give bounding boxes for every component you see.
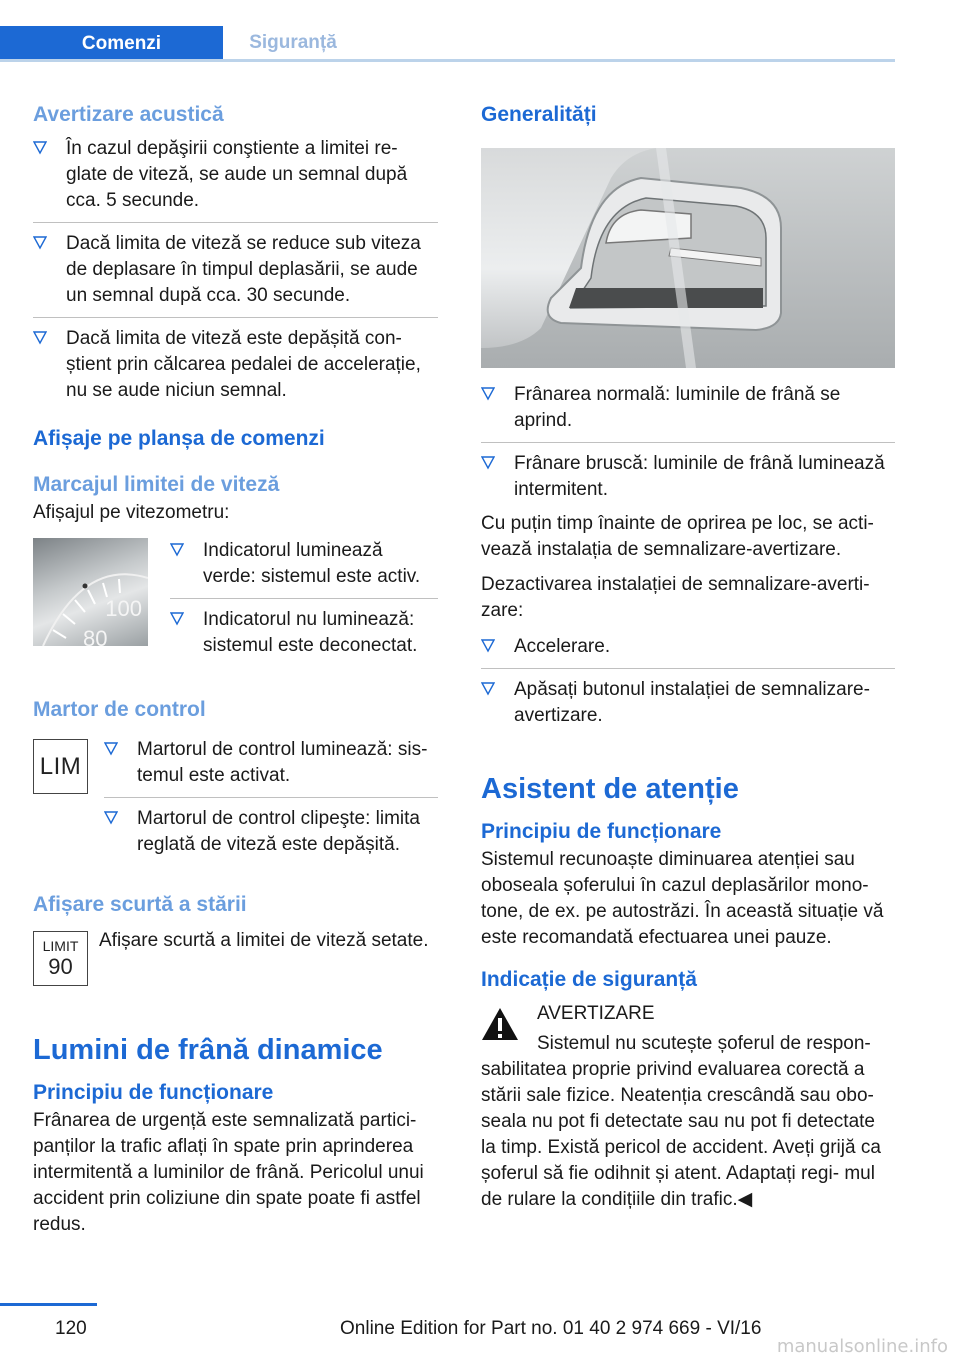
principiu-left-text: Frânarea de urgență este semnalizată partici‐ panților la trafic aflați în spate prin aprinderea intermitentă a luminilor de frână. Pericolul unui accident prin coliziune din spate poate fi astfel redus. [33,1110,424,1235]
triangle-bullet-icon [33,236,47,250]
list-item [170,538,438,590]
triangle-bullet-icon [481,639,495,653]
page-number: 120 [55,1318,87,1339]
triangle-bullet-icon [170,612,184,626]
list-acoustic [33,136,438,404]
list-item-text: Dacă limita de viteză se reduce sub viteza de deplasare în timpul deplasării, se aude un semnal după cca. 30 secunde. [66,233,421,306]
divider [481,442,895,443]
speedo-number-100: 100 [105,596,142,621]
speedo-row [33,538,438,667]
limit-label: LIMIT [42,937,79,954]
divider [170,598,438,599]
list-speedo [170,538,438,667]
tab-comenzi[interactable] [0,26,223,62]
warning-label: AVERTIZARE [537,1003,655,1024]
lim-label: LIM [39,752,82,780]
heading-principiu-left: Principiu de funcționare [33,1081,274,1104]
list-generalitati [481,382,895,503]
heading-afisare-scurta: Afișare scurtă a stării [33,893,247,916]
watermark-text: manualsonline.info [776,1336,948,1357]
triangle-bullet-icon [33,141,47,155]
heading-afisaje: Afișaje pe planșa de comenzi [33,427,325,450]
triangle-bullet-icon [481,682,495,696]
triangle-bullet-icon [104,742,118,756]
list-item [33,231,438,309]
list-item [33,136,438,214]
list-item-text: Dacă limita de viteză este depășită con‐ știent prin călcarea pedalei de accelerație, nu se aude niciun semnal. [66,328,421,401]
warning-block [481,1001,895,1057]
divider [481,668,895,669]
right-column [481,100,895,1213]
triangle-bullet-icon [170,543,184,557]
principiu-right-text: Sistemul recunoaște diminuarea atenției sau oboseala șoferului în cazul deplasărilor mono‐ tone, de ex. pe autostrăzi. În această situație vă este recomandată efectuarea unei pauze. [481,849,884,948]
list-item-text: Apăsați butonul instalației de semnalizare- avertizare. [514,679,870,726]
list-item [481,634,895,660]
tab-comenzi-label: Comenzi [81,33,162,54]
footer-accent-line [0,1303,97,1306]
speedo-intro: Afișajul pe vitezometru: [33,502,230,523]
generalitati-p1: Cu puțin timp înainte de oprirea pe loc, se acti‐ vează instalația de semnalizare-avertizare. [481,513,874,560]
heading-indicatie-siguranta: Indicație de siguranță [481,968,697,991]
limit-value: 90 [48,953,73,979]
list-item-text: Frânare bruscă: luminile de frână luminează intermitent. [514,453,885,500]
list-item-text: Frânarea normală: luminile de frână se aprind. [514,384,841,431]
lim-row [33,737,438,866]
generalitati-p2: Dezactivarea instalației de semnalizare-averti‐ zare: [481,574,870,621]
heading-lumini-frana: Lumini de frână dinamice [33,1034,383,1066]
heading-marcajul-limitei: Marcajul limitei de viteză [33,473,280,496]
list-item [481,382,895,434]
list-item-text: Martorul de control luminează: sis‐ temul este activat. [137,739,428,786]
list-item-text: Indicatorul luminează verde: sistemul este activ. [203,540,421,587]
list-item [481,451,895,503]
afisare-scurta-text: Afișare scurtă a limitei de viteză setate. [99,930,429,951]
tab-underline [0,59,895,62]
list-item [481,677,895,729]
limit-90-indicator-icon [33,931,88,986]
heading-principiu-right: Principiu de funcționare [481,820,722,843]
heading-asistent-atentie: Asistent de atenție [481,773,739,805]
heading-generalitati: Generalități [481,103,597,126]
list-martor [104,737,438,866]
list-item [170,607,438,659]
list-item-text: Indicatorul nu luminează: sistemul este deconectat. [203,609,418,656]
triangle-bullet-icon [481,387,495,401]
divider [104,797,438,798]
heading-martor-control: Martor de control [33,698,206,721]
heading-avertizare-acustica: Avertizare acustică [33,103,224,126]
speedo-number-80: 80 [83,626,108,646]
list-item [104,737,438,789]
edition-text: Online Edition for Part no. 01 40 2 974 669 - VI/16 [340,1318,762,1339]
tab-siguranta-label: Siguranță [249,31,337,53]
triangle-bullet-icon [104,811,118,825]
speedometer-image [33,538,148,646]
limit90-row [33,928,438,986]
tail-light-illustration-icon [481,148,895,368]
warning-text: sabilitatea proprie privind evaluarea corectă a stării sale fizice. Neatenția crescândă sau obo‐ seala nu pot fi detectate sau nu pot fi detectate la timp. Există pericol de accident. Aveți grijă ca șoferul să fie odihnit și atent. Adaptați regi‐ mul de rulare la condițiile din trafic.◀ [481,1059,881,1210]
list-item [33,326,438,404]
warning-first-line: Sistemul nu scutește șoferul de respon‐ [537,1033,871,1054]
warning-triangle-icon [481,1007,519,1041]
tab-siguranta[interactable] [223,26,363,59]
list-dezactivare [481,634,895,729]
list-item [104,806,438,858]
brake-light-photo [481,148,895,368]
chapter-tabs [0,26,895,62]
triangle-bullet-icon [33,331,47,345]
divider [33,222,438,223]
lim-indicator-icon [33,739,88,794]
list-item-text: În cazul depăşirii conştiente a limitei re‐ glate de viteză, se aude un semnal după cca. 5 secunde. [66,138,408,211]
list-item-text: Martorul de control clipeşte: limita reglată de viteză este depășită. [137,808,420,855]
triangle-bullet-icon [481,456,495,470]
left-column [33,100,438,1238]
divider [33,317,438,318]
list-item-text: Accelerare. [514,636,611,657]
